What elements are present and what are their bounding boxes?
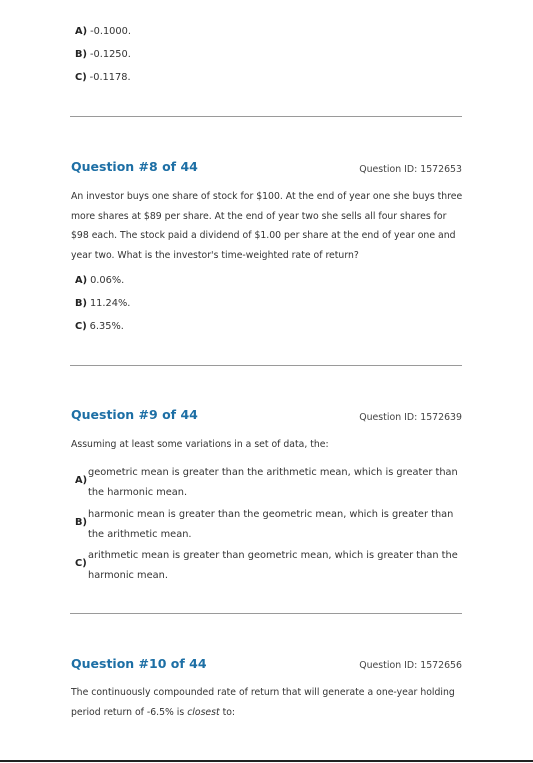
question-id: Question ID: 1572656 <box>359 660 462 671</box>
option-text: arithmetic mean is greater than geometric mean, which is greater than the harmonic mean. <box>88 550 458 581</box>
option-text: -0.1000. <box>90 26 131 37</box>
option-letter: C) <box>75 321 87 332</box>
option-a[interactable] <box>75 25 131 39</box>
option-letter: A) <box>75 475 88 486</box>
question-title: Question #9 of 44 <box>71 407 198 422</box>
question-id: Question ID: 1572653 <box>359 164 462 175</box>
option-letter: A) <box>75 26 88 37</box>
option-text: harmonic mean is greater than the geometric mean, which is greater than the arithmetic mean. <box>88 509 454 540</box>
option-text: -0.1178. <box>89 72 131 83</box>
question-text: Assuming at least some variations in a set of data, the: <box>71 439 329 450</box>
question-title: Question #10 of 44 <box>71 656 207 671</box>
question-title: Question #8 of 44 <box>71 159 198 174</box>
question-text: An investor buys one share of stock for $100. At the end of year one she buys three more shares at $89 per share. At the end of year two she sells all four shares for $98 each. The stock paid a dividend of $1.00 per share at the end of year one and year two. What is the investor's time-weighted rate of return? <box>71 191 463 261</box>
question-text-start: The continuously compounded rate of return that will generate a one-year holding period return of -6.5% is <box>71 687 455 718</box>
option-letter: C) <box>75 72 87 83</box>
option-letter: A) <box>75 275 88 286</box>
question-text <box>71 683 465 722</box>
divider <box>70 116 462 117</box>
option-a[interactable] <box>75 274 124 288</box>
option-letter: C) <box>75 558 87 569</box>
option-b[interactable] <box>75 297 130 311</box>
option-letter: B) <box>75 517 87 528</box>
question-text-emphasis: closest <box>187 706 220 718</box>
option-b[interactable] <box>75 48 131 62</box>
option-text: -0.1250. <box>89 49 131 60</box>
option-a[interactable] <box>75 463 465 503</box>
option-c[interactable] <box>75 320 124 334</box>
option-c[interactable] <box>75 71 131 85</box>
page-bottom-rule <box>0 760 533 762</box>
divider <box>70 365 462 366</box>
option-text: 11.24%. <box>89 298 131 309</box>
option-text: geometric mean is greater than the arithmetic mean, which is greater than the harmonic mean. <box>88 467 458 498</box>
option-letter: B) <box>75 298 87 309</box>
option-letter: B) <box>75 49 87 60</box>
question-text-end: to: <box>219 706 236 718</box>
question-id: Question ID: 1572639 <box>359 412 462 423</box>
option-c[interactable] <box>75 546 465 586</box>
option-text: 0.06%. <box>90 275 125 286</box>
divider <box>70 613 462 614</box>
option-b[interactable] <box>75 505 465 545</box>
option-text: 6.35%. <box>89 321 124 332</box>
